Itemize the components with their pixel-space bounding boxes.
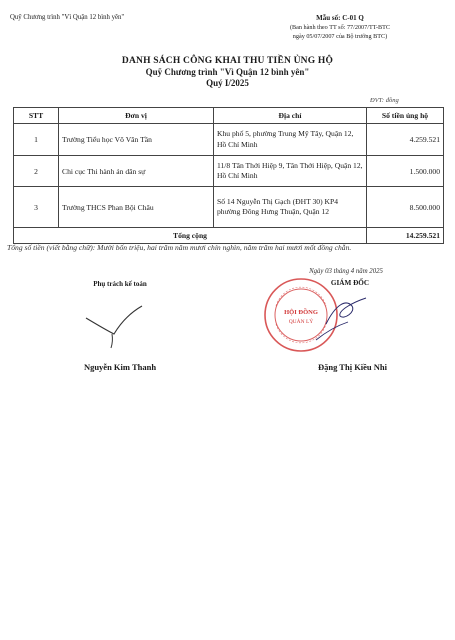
table-header-row	[14, 108, 444, 124]
total-label: Tổng cộng	[14, 228, 367, 244]
form-info	[250, 14, 430, 41]
title-block	[0, 56, 455, 88]
amount-in-words: Tổng số tiền (viết bằng chữ): Mười bốn triệu, hai trăm năm mươi chín nghìn, năm trăm hai mươi mốt đồng chẵn.	[7, 243, 352, 252]
accountant-title: Phụ trách kế toán	[93, 280, 147, 288]
row-stt: 2	[14, 156, 59, 187]
signing-date: Ngày 03 tháng 4 năm 2025	[309, 268, 383, 275]
director-title: GIÁM ĐỐC	[330, 279, 370, 287]
seal-text-line1: HỘI ĐỒNG	[284, 309, 318, 316]
document-title: DANH SÁCH CÔNG KHAI THU TIỀN ỦNG HỘ	[121, 56, 334, 66]
row-unit: Trường Tiểu học Võ Văn Tần	[59, 124, 214, 156]
header-address: Địa chỉ	[214, 108, 367, 124]
accountant-name: Nguyễn Kim Thanh	[83, 362, 157, 372]
row-address: Số 14 Nguyễn Thị Gạch (ĐHT 30) KP4 phường Đông Hưng Thuận, Quận 12	[214, 187, 367, 228]
row-stt: 1	[14, 124, 59, 156]
accountant-signature-icon	[82, 300, 152, 350]
row-unit: Trường THCS Phan Bội Châu	[59, 187, 214, 228]
director-signature-icon	[296, 284, 376, 344]
donation-table	[13, 107, 444, 244]
row-address: 11/8 Tân Thới Hiệp 9, Tân Thới Hiệp, Quận 12, Hồ Chí Minh	[214, 156, 367, 187]
table-row	[14, 124, 444, 156]
form-issued-line2: ngày 05/07/2007 của Bộ trưởng BTC)	[292, 33, 388, 40]
program-name: Quỹ Chương trình "Vì Quận 12 bình yên"	[145, 67, 310, 77]
row-unit: Chi cục Thi hành án dân sự	[59, 156, 214, 187]
row-address: Khu phố 5, phường Trung Mỹ Tây, Quận 12, Hồ Chí Minh	[214, 124, 367, 156]
currency-unit-note: ĐVT: đồng	[370, 97, 399, 104]
row-amount: 8.500.000	[367, 187, 444, 228]
director-name: Đặng Thị Kiều Nhi	[317, 362, 388, 372]
form-issued-line1: (Ban hành theo TT số: 77/2007/TT-BTC	[289, 24, 391, 31]
header-amount: Số tiền ủng hộ	[367, 108, 444, 124]
total-amount: 14.259.521	[367, 228, 444, 244]
header-stt: STT	[14, 108, 59, 124]
header-unit: Đơn vị	[59, 108, 214, 124]
row-amount: 4.259.521	[367, 124, 444, 156]
fund-header: Quỹ Chương trình "Vì Quận 12 bình yên"	[10, 14, 125, 21]
table-row	[14, 187, 444, 228]
seal-text-line2: QUẢN LÝ	[288, 319, 314, 325]
quarter-label: Quý I/2025	[206, 78, 249, 88]
row-amount: 1.500.000	[367, 156, 444, 187]
form-code: Mẫu số: C-01 Q	[316, 14, 364, 22]
row-stt: 3	[14, 187, 59, 228]
table-row	[14, 156, 444, 187]
